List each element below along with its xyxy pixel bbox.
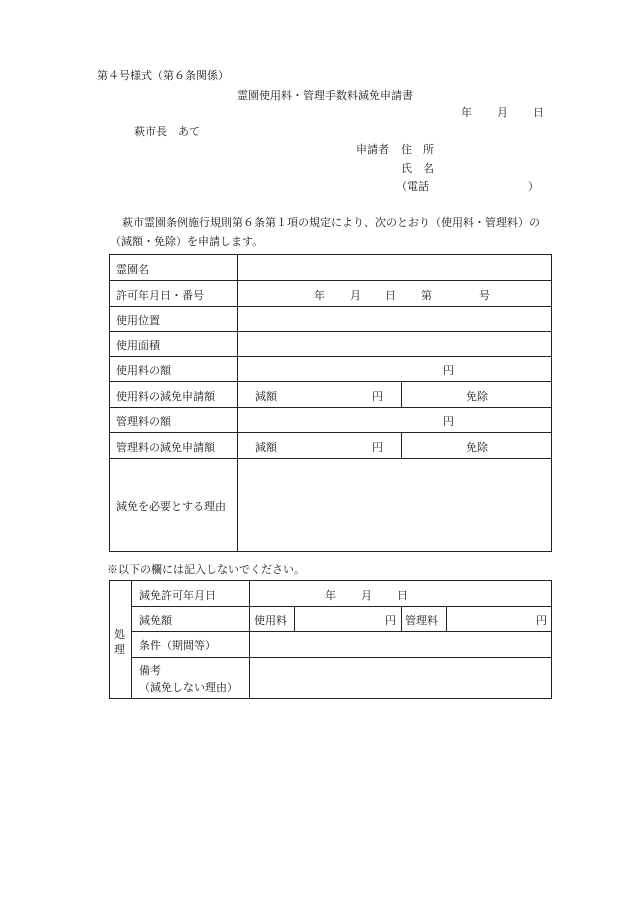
reduction-reason-field[interactable] (238, 459, 551, 551)
usage-position-label: 使用位置 (116, 314, 160, 327)
addressee: 萩市長 あて (134, 125, 200, 138)
reduction-mgmt-fee-label: 管理料 (405, 614, 438, 627)
intro-line-1: 萩市霊園条例施行規則第６条第１項の規定により、次のとおり（使用料・管理料）の (122, 216, 540, 229)
mgmt-reduction-option[interactable]: 減額 (255, 441, 277, 454)
processing-label-1: 処 (114, 628, 125, 641)
usage-fee-yen: 円 (443, 364, 454, 377)
mgmt-reduction-label: 管理料の減免申請額 (116, 441, 215, 454)
reduction-mgmt-fee-yen: 円 (536, 614, 547, 627)
reduction-usage-fee-yen: 円 (385, 614, 396, 627)
permit-date-number-label: 許可年月日・番号 (116, 289, 204, 302)
permit-go-label: 号 (479, 289, 490, 302)
applicant-address-label: 住 所 (401, 143, 434, 156)
mgmt-exemption-option[interactable]: 免除 (466, 441, 488, 454)
mgmt-fee-label: 管理料の額 (116, 415, 171, 428)
permit-year-label: 年 (314, 289, 325, 302)
applicant-phone-open: （電話 (396, 180, 429, 193)
applicant-phone-close: ） (528, 180, 539, 193)
applicant-name-label: 氏 名 (401, 162, 434, 175)
processing-label-2: 理 (114, 643, 125, 656)
permit-month-label: 月 (350, 289, 361, 302)
cemetery-name-label: 霊園名 (116, 263, 149, 276)
reduction-permit-date-label: 減免許可年月日 (139, 589, 216, 602)
usage-reduction-label: 使用料の減免申請額 (116, 390, 215, 403)
reduction-usage-fee-label: 使用料 (254, 614, 287, 627)
usage-position-field[interactable] (238, 307, 551, 331)
remarks-sub-label: （減免しない理由） (139, 681, 238, 694)
usage-exemption-option[interactable]: 免除 (466, 390, 488, 403)
office-use-note: ※以下の欄には記入しないでください。 (107, 563, 305, 576)
conditions-label: 条件（期間等） (139, 639, 216, 652)
cemetery-name-field[interactable] (238, 255, 551, 280)
reduction-amount-label: 減免額 (139, 614, 172, 627)
date-month-label: 月 (497, 106, 508, 119)
permit-day-label: 日 (385, 289, 396, 302)
reduction-permit-day: 日 (397, 589, 408, 602)
mgmt-fee-yen: 円 (443, 415, 454, 428)
reduction-permit-month: 月 (361, 589, 372, 602)
permit-no-label: 第 (421, 289, 432, 302)
applicant-label: 申請者 (356, 143, 389, 156)
usage-area-label: 使用面積 (116, 339, 160, 352)
usage-area-field[interactable] (238, 332, 551, 356)
intro-line-2: （減額・免除）を申請します。 (110, 235, 264, 248)
form-number: 第４号様式（第６条関係） (97, 69, 229, 82)
usage-reduction-yen: 円 (372, 390, 383, 403)
remarks-label: 備考 (139, 664, 161, 677)
usage-reduction-option[interactable]: 減額 (255, 390, 277, 403)
document-title: 霊園使用料・管理手数料減免申請書 (237, 89, 413, 102)
usage-fee-label: 使用料の額 (116, 364, 171, 377)
date-day-label: 日 (533, 106, 544, 119)
mgmt-reduction-yen: 円 (372, 441, 383, 454)
reduction-reason-label: 減免を必要とする理由 (116, 500, 226, 513)
date-year-label: 年 (461, 106, 472, 119)
reduction-permit-year: 年 (325, 589, 336, 602)
